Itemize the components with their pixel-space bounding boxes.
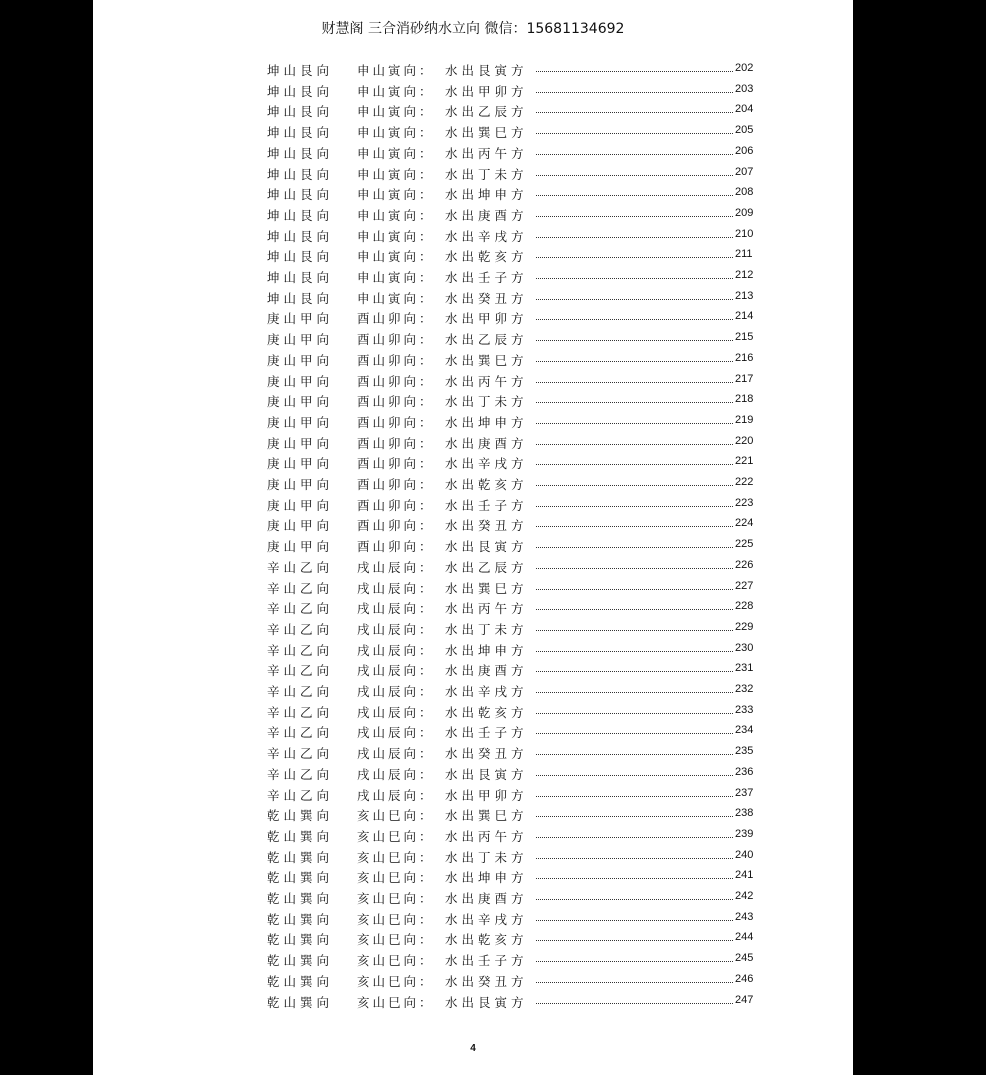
sub-direction: 酉山卯向：	[357, 477, 435, 492]
dot-leader	[536, 299, 733, 300]
entry-page-number: 203	[735, 82, 754, 95]
mountain-direction: 庚山甲向	[267, 477, 334, 492]
mountain-direction: 辛山乙向	[267, 746, 334, 762]
dot-leader	[536, 319, 733, 320]
entry-page-number: 202	[735, 62, 754, 74]
toc-entry	[93, 720, 853, 740]
water-exit: 水出坤申方	[445, 187, 528, 203]
water-exit: 水出坤申方	[445, 870, 528, 886]
mountain-direction: 庚山甲向	[267, 435, 334, 451]
water-exit: 水出癸丑方	[445, 518, 528, 534]
entry-page-number: 220	[735, 434, 754, 447]
mountain-direction: 坤山艮向	[267, 63, 334, 78]
water-exit: 水出辛戌方	[445, 684, 528, 699]
water-exit: 水出巽巳方	[445, 352, 528, 368]
sub-direction: 戌山辰向：	[357, 642, 435, 658]
toc-entry	[93, 369, 853, 389]
mountain-direction: 乾山巽向	[267, 808, 334, 824]
entry-page-number: 215	[735, 331, 754, 344]
mountain-direction: 坤山艮向	[267, 270, 334, 285]
dot-leader	[536, 444, 733, 445]
dot-leader	[536, 423, 733, 424]
sub-direction: 申山寅向：	[357, 290, 435, 306]
entry-page-number: 222	[735, 476, 754, 488]
sub-direction: 亥山巳向：	[357, 891, 435, 906]
dot-leader	[536, 402, 733, 403]
mountain-direction: 乾山巽向	[267, 953, 334, 969]
toc-entry	[93, 783, 853, 803]
dot-leader	[536, 133, 733, 134]
entry-page-number: 240	[735, 848, 754, 861]
sub-direction: 申山寅向：	[357, 104, 435, 120]
water-exit: 水出乙辰方	[445, 559, 528, 575]
entry-page-number: 235	[735, 745, 754, 758]
dot-leader	[536, 961, 733, 962]
dot-leader	[536, 920, 733, 921]
sub-direction: 戌山辰向：	[357, 725, 435, 741]
toc-entry	[93, 741, 853, 761]
mountain-direction: 庚山甲向	[267, 414, 334, 430]
dot-leader	[536, 237, 733, 238]
water-exit: 水出壬子方	[445, 725, 528, 741]
mountain-direction: 庚山甲向	[267, 373, 334, 389]
mountain-direction: 庚山甲向	[267, 332, 334, 348]
toc-entry	[93, 182, 853, 202]
dot-leader	[536, 382, 733, 383]
toc-entry	[93, 907, 853, 927]
water-exit: 水出丁未方	[445, 166, 528, 182]
water-exit: 水出辛戌方	[445, 911, 528, 927]
water-exit: 水出乾亥方	[445, 249, 528, 265]
water-exit: 水出甲卯方	[445, 311, 528, 327]
mountain-direction: 辛山乙向	[267, 601, 334, 617]
entry-page-number: 227	[735, 579, 754, 592]
entry-page-number: 224	[735, 517, 754, 530]
dot-leader	[536, 195, 733, 196]
mountain-direction: 辛山乙向	[267, 559, 334, 575]
mountain-direction: 乾山巽向	[267, 932, 334, 948]
dot-leader	[536, 630, 733, 631]
sub-direction: 亥山巳向：	[357, 808, 435, 824]
entry-page-number: 228	[735, 600, 754, 613]
sub-direction: 戌山辰向：	[357, 621, 435, 637]
mountain-direction: 辛山乙向	[267, 704, 334, 720]
toc-entry	[93, 306, 853, 326]
entry-page-number: 241	[735, 869, 754, 882]
entry-page-number: 243	[735, 910, 754, 923]
water-exit: 水出巽巳方	[445, 125, 528, 141]
toc-entry	[93, 948, 853, 968]
dot-leader	[536, 506, 733, 507]
water-exit: 水出辛戌方	[445, 228, 528, 244]
toc-entry	[93, 617, 853, 637]
toc-entry	[93, 472, 853, 492]
toc-entry	[93, 555, 853, 575]
water-exit: 水出乙辰方	[445, 332, 528, 348]
mountain-direction: 坤山艮向	[267, 249, 334, 265]
entry-page-number: 212	[735, 269, 754, 281]
toc-entry	[93, 410, 853, 430]
sub-direction: 申山寅向：	[357, 207, 435, 223]
sub-direction: 戌山辰向：	[357, 746, 435, 762]
entry-page-number: 234	[735, 724, 754, 737]
dot-leader	[536, 175, 733, 176]
entry-page-number: 232	[735, 683, 754, 695]
mountain-direction: 坤山艮向	[267, 166, 334, 182]
entry-page-number: 213	[735, 289, 754, 302]
entry-page-number: 218	[735, 393, 754, 406]
dot-leader	[536, 216, 733, 217]
water-exit: 水出庚酉方	[445, 207, 528, 223]
water-exit: 水出丁未方	[445, 394, 528, 410]
water-exit: 水出丙午方	[445, 828, 528, 844]
toc-entry	[93, 700, 853, 720]
toc-entry	[93, 596, 853, 616]
sub-direction: 申山寅向：	[357, 125, 435, 141]
water-exit: 水出庚酉方	[445, 891, 528, 906]
sub-direction: 酉山卯向：	[357, 352, 435, 368]
water-exit: 水出坤申方	[445, 414, 528, 430]
toc-entry	[93, 162, 853, 182]
sub-direction: 亥山巳向：	[357, 932, 435, 948]
water-exit: 水出壬子方	[445, 270, 528, 285]
water-exit: 水出乾亥方	[445, 932, 528, 948]
entry-page-number: 244	[735, 931, 754, 944]
entry-page-number: 231	[735, 662, 754, 675]
water-exit: 水出巽巳方	[445, 580, 528, 596]
entry-page-number: 221	[735, 455, 754, 468]
mountain-direction: 乾山巽向	[267, 870, 334, 886]
sub-direction: 申山寅向：	[357, 270, 435, 285]
entry-page-number: 214	[735, 310, 754, 323]
entry-page-number: 223	[735, 496, 754, 509]
water-exit: 水出艮寅方	[445, 766, 528, 782]
toc-entry	[93, 203, 853, 223]
dot-leader	[536, 692, 733, 693]
dot-leader	[536, 671, 733, 672]
mountain-direction: 坤山艮向	[267, 290, 334, 306]
sub-direction: 酉山卯向：	[357, 332, 435, 348]
water-exit: 水出丙午方	[445, 373, 528, 389]
sub-direction: 申山寅向：	[357, 187, 435, 203]
sub-direction: 申山寅向：	[357, 166, 435, 182]
mountain-direction: 庚山甲向	[267, 539, 334, 555]
mountain-direction: 坤山艮向	[267, 125, 334, 141]
sub-direction: 戌山辰向：	[357, 580, 435, 596]
water-exit: 水出乙辰方	[445, 104, 528, 120]
sub-direction: 酉山卯向：	[357, 539, 435, 555]
toc-entry	[93, 286, 853, 306]
mountain-direction: 庚山甲向	[267, 456, 334, 472]
dot-leader	[536, 340, 733, 341]
mountain-direction: 乾山巽向	[267, 828, 334, 844]
sub-direction: 戌山辰向：	[357, 684, 435, 699]
entry-page-number: 239	[735, 827, 754, 840]
sub-direction: 申山寅向：	[357, 145, 435, 161]
sub-direction: 亥山巳向：	[357, 994, 435, 1010]
mountain-direction: 庚山甲向	[267, 518, 334, 534]
mountain-direction: 坤山艮向	[267, 104, 334, 120]
dot-leader	[536, 361, 733, 362]
toc-entry	[93, 824, 853, 844]
water-exit: 水出辛戌方	[445, 456, 528, 472]
toc-entry	[93, 969, 853, 989]
water-exit: 水出艮寅方	[445, 994, 528, 1010]
sub-direction: 酉山卯向：	[357, 497, 435, 513]
water-exit: 水出艮寅方	[445, 63, 528, 78]
dot-leader	[536, 816, 733, 817]
mountain-direction: 辛山乙向	[267, 580, 334, 596]
entry-page-number: 216	[735, 351, 754, 364]
mountain-direction: 辛山乙向	[267, 725, 334, 741]
toc-entry	[93, 679, 853, 699]
water-exit: 水出丙午方	[445, 601, 528, 617]
sub-direction: 亥山巳向：	[357, 870, 435, 886]
dot-leader	[536, 754, 733, 755]
mountain-direction: 辛山乙向	[267, 684, 334, 699]
toc-entry	[93, 990, 853, 1010]
mountain-direction: 庚山甲向	[267, 394, 334, 410]
dot-leader	[536, 589, 733, 590]
dot-leader	[536, 899, 733, 900]
water-exit: 水出艮寅方	[445, 539, 528, 555]
dot-leader	[536, 547, 733, 548]
entry-page-number: 206	[735, 144, 754, 157]
toc-entry	[93, 327, 853, 347]
sub-direction: 申山寅向：	[357, 63, 435, 78]
dot-leader	[536, 651, 733, 652]
sub-direction: 酉山卯向：	[357, 518, 435, 534]
mountain-direction: 乾山巽向	[267, 849, 334, 865]
entry-page-number: 238	[735, 807, 754, 820]
water-exit: 水出巽巳方	[445, 808, 528, 824]
sub-direction: 酉山卯向：	[357, 373, 435, 389]
toc-entry	[93, 265, 853, 285]
toc-entry	[93, 865, 853, 885]
mountain-direction: 坤山艮向	[267, 187, 334, 203]
sub-direction: 酉山卯向：	[357, 435, 435, 451]
water-exit: 水出壬子方	[445, 497, 528, 513]
entry-page-number: 210	[735, 227, 754, 240]
toc-entry	[93, 224, 853, 244]
water-exit: 水出癸丑方	[445, 973, 528, 989]
mountain-direction: 庚山甲向	[267, 311, 334, 327]
dot-leader	[536, 858, 733, 859]
water-exit: 水出甲卯方	[445, 787, 528, 803]
sub-direction: 酉山卯向：	[357, 414, 435, 430]
entry-page-number: 208	[735, 186, 754, 199]
toc-entry	[93, 886, 853, 906]
dot-leader	[536, 982, 733, 983]
water-exit: 水出乾亥方	[445, 477, 528, 492]
toc-entry	[93, 141, 853, 161]
water-exit: 水出丁未方	[445, 621, 528, 637]
dot-leader	[536, 464, 733, 465]
toc-entry	[93, 927, 853, 947]
toc-entry	[93, 762, 853, 782]
sub-direction: 亥山巳向：	[357, 953, 435, 969]
mountain-direction: 辛山乙向	[267, 642, 334, 658]
water-exit: 水出癸丑方	[445, 746, 528, 762]
toc-entry	[93, 120, 853, 140]
entry-page-number: 236	[735, 765, 754, 778]
dot-leader	[536, 1003, 733, 1004]
toc-entry	[93, 79, 853, 99]
sub-direction: 亥山巳向：	[357, 828, 435, 844]
toc-entry	[93, 658, 853, 678]
entry-page-number: 233	[735, 703, 754, 716]
page-number: 4	[470, 1043, 476, 1054]
entry-page-number: 246	[735, 972, 754, 985]
sub-direction: 酉山卯向：	[357, 394, 435, 410]
sub-direction: 戌山辰向：	[357, 787, 435, 803]
water-exit: 水出乾亥方	[445, 704, 528, 720]
water-exit: 水出丁未方	[445, 849, 528, 865]
toc-entry	[93, 576, 853, 596]
sub-direction: 戌山辰向：	[357, 663, 435, 679]
sub-direction: 酉山卯向：	[357, 456, 435, 472]
water-exit: 水出壬子方	[445, 953, 528, 969]
page-header: 财慧阁 三合消砂纳水立向 微信：15681134692	[321, 21, 625, 37]
dot-leader	[536, 733, 733, 734]
mountain-direction: 乾山巽向	[267, 994, 334, 1010]
sub-direction: 戌山辰向：	[357, 601, 435, 617]
toc-entry	[93, 845, 853, 865]
mountain-direction: 辛山乙向	[267, 766, 334, 782]
entry-page-number: 230	[735, 641, 754, 654]
toc-entry	[93, 493, 853, 513]
sub-direction: 亥山巳向：	[357, 849, 435, 865]
mountain-direction: 坤山艮向	[267, 83, 334, 99]
dot-leader	[536, 837, 733, 838]
toc-entry	[93, 803, 853, 823]
entry-page-number: 229	[735, 620, 754, 633]
toc-entry	[93, 451, 853, 471]
mountain-direction: 坤山艮向	[267, 207, 334, 223]
toc-entry	[93, 431, 853, 451]
toc-entry	[93, 513, 853, 533]
sub-direction: 酉山卯向：	[357, 311, 435, 327]
sub-direction: 亥山巳向：	[357, 973, 435, 989]
dot-leader	[536, 278, 733, 279]
dot-leader	[536, 568, 733, 569]
water-exit: 水出坤申方	[445, 642, 528, 658]
sub-direction: 亥山巳向：	[357, 911, 435, 927]
dot-leader	[536, 526, 733, 527]
dot-leader	[536, 713, 733, 714]
toc-entry	[93, 348, 853, 368]
water-exit: 水出庚酉方	[445, 663, 528, 679]
entry-page-number: 225	[735, 538, 754, 551]
dot-leader	[536, 878, 733, 879]
mountain-direction: 乾山巽向	[267, 891, 334, 906]
water-exit: 水出庚酉方	[445, 435, 528, 451]
entry-page-number: 247	[735, 993, 754, 1006]
sub-direction: 申山寅向：	[357, 83, 435, 99]
entry-page-number: 242	[735, 890, 754, 902]
water-exit: 水出丙午方	[445, 145, 528, 161]
toc-entry	[93, 58, 853, 78]
sub-direction: 申山寅向：	[357, 228, 435, 244]
sub-direction: 戌山辰向：	[357, 559, 435, 575]
mountain-direction: 辛山乙向	[267, 663, 334, 679]
entry-page-number: 204	[735, 103, 754, 116]
entry-page-number: 205	[735, 124, 754, 137]
water-exit: 水出癸丑方	[445, 290, 528, 306]
dot-leader	[536, 154, 733, 155]
toc-entry	[93, 99, 853, 119]
mountain-direction: 庚山甲向	[267, 497, 334, 513]
dot-leader	[536, 71, 733, 72]
mountain-direction: 辛山乙向	[267, 787, 334, 803]
entry-page-number: 209	[735, 206, 754, 219]
mountain-direction: 辛山乙向	[267, 621, 334, 637]
dot-leader	[536, 257, 733, 258]
entry-page-number: 211	[735, 248, 753, 261]
dot-leader	[536, 775, 733, 776]
toc-entry	[93, 534, 853, 554]
dot-leader	[536, 609, 733, 610]
entry-page-number: 245	[735, 952, 754, 965]
mountain-direction: 庚山甲向	[267, 352, 334, 368]
dot-leader	[536, 112, 733, 113]
mountain-direction: 坤山艮向	[267, 228, 334, 244]
sub-direction: 申山寅向：	[357, 249, 435, 265]
entry-page-number: 237	[735, 786, 754, 799]
document-page	[93, 0, 853, 1075]
entry-page-number: 226	[735, 558, 754, 571]
entry-page-number: 207	[735, 165, 754, 178]
mountain-direction: 乾山巽向	[267, 973, 334, 989]
mountain-direction: 坤山艮向	[267, 145, 334, 161]
water-exit: 水出甲卯方	[445, 83, 528, 99]
dot-leader	[536, 940, 733, 941]
dot-leader	[536, 796, 733, 797]
sub-direction: 戌山辰向：	[357, 704, 435, 720]
toc-entry	[93, 389, 853, 409]
toc-entry	[93, 638, 853, 658]
dot-leader	[536, 92, 733, 93]
sub-direction: 戌山辰向：	[357, 766, 435, 782]
dot-leader	[536, 485, 733, 486]
toc-entry	[93, 244, 853, 264]
entry-page-number: 219	[735, 413, 754, 426]
entry-page-number: 217	[735, 372, 754, 385]
mountain-direction: 乾山巽向	[267, 911, 334, 927]
